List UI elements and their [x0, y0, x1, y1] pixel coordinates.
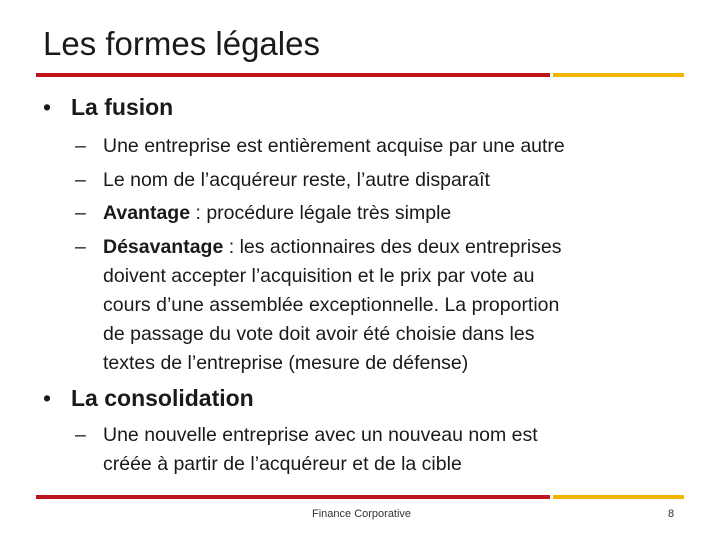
subitem-text: : procédure légale très simple — [190, 202, 452, 224]
bullet-dot: • — [43, 385, 52, 411]
dash-bullet: – — [75, 202, 86, 224]
subitem-text: Une entreprise est entièrement acquise par une autre — [103, 135, 565, 157]
subitem-text: Le nom de l’acquéreur reste, l’autre disparaît — [103, 169, 490, 191]
bullet-consolidation-label: La consolidation — [71, 385, 254, 411]
subitem-text: : les actionnaires des deux entreprises — [223, 236, 562, 258]
subitem-text-line: doivent accepter l’acquisition et le prix par vote au — [103, 265, 535, 287]
title-rule-red — [36, 73, 550, 77]
dash-bullet: – — [75, 135, 86, 157]
bullet-fusion-label: La fusion — [71, 94, 174, 120]
dash-bullet: – — [75, 424, 86, 446]
footer-label: Finance Corporative — [312, 508, 412, 520]
subitem-text-line: cours d’une assemblée exceptionnelle. La proportion — [103, 294, 560, 316]
dash-bullet: – — [75, 236, 86, 258]
subitem-consolidation-1 — [75, 421, 685, 479]
bullet-fusion — [43, 92, 173, 122]
subitem-fusion-4 — [75, 233, 685, 378]
subitem-bold-term: Désavantage — [103, 236, 224, 258]
subitem-text: Une nouvelle entreprise avec un nouveau nom est — [103, 424, 538, 446]
slide-title: Les formes légales — [43, 25, 320, 62]
bullet-consolidation — [43, 383, 254, 413]
dash-bullet: – — [75, 169, 86, 191]
title-rule-yellow — [553, 73, 684, 77]
footer-rule-yellow — [553, 495, 684, 499]
subitem-bold-term: Avantage — [103, 202, 191, 224]
subitem-text-line: de passage du vote doit avoir été choisie dans les — [103, 323, 535, 345]
bullet-dot: • — [43, 94, 52, 120]
page-number: 8 — [668, 508, 675, 520]
subitem-fusion-3 — [75, 199, 685, 227]
footer-rule-red — [36, 495, 550, 499]
subitem-text-line: textes de l’entreprise (mesure de défense) — [103, 352, 469, 374]
subitem-fusion-1 — [75, 132, 685, 160]
subitem-fusion-2 — [75, 166, 685, 194]
subitem-text-line: créée à partir de l’acquéreur et de la cible — [103, 453, 462, 475]
